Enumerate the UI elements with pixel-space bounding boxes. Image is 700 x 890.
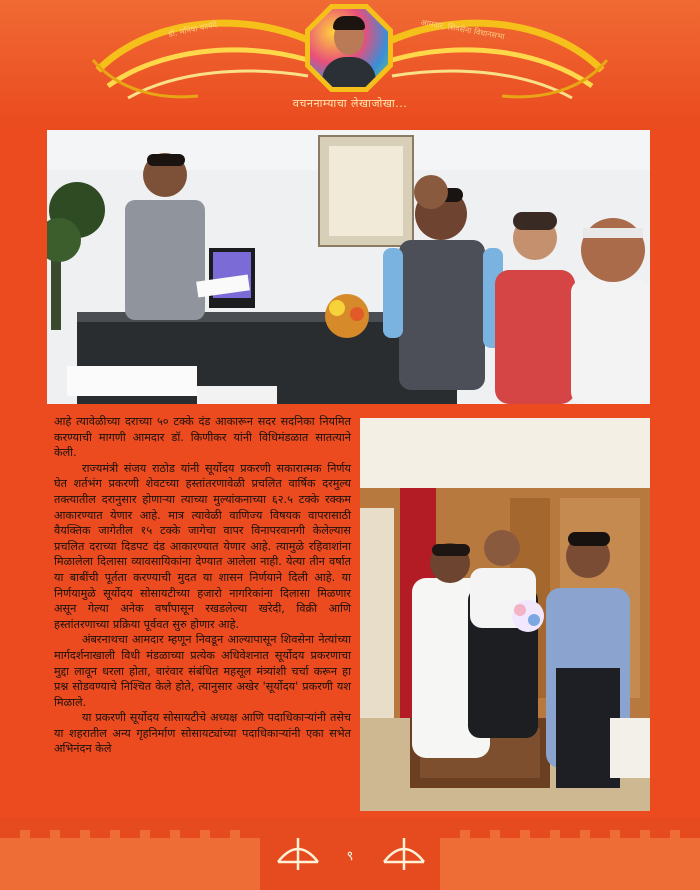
- article-paragraph: या प्रकरणी सूर्योदय सोसायटीचे अध्यक्ष आणि पदाधिकाऱ्यांनी तसेच या शहरातील अन्य गृहनिर्माण सोसायट्यांच्या पदाधिकाऱ्यांनी एका सभेत अभिनंदन केले: [54, 711, 351, 756]
- article-text: [54, 414, 351, 757]
- article-paragraph: आहे त्यावेळीच्या दराच्या ५० टक्के दंड आकारून सदर सदनिका नियमित करण्याची मागणी आमदार डॉ. किणीकर यांनी विधिमंडळात सातत्याने केली.: [54, 415, 351, 460]
- header-tagline: वचननाम्याचा लेखाजोखा...: [292, 97, 408, 110]
- top-photo: [47, 130, 650, 404]
- right-photo: [360, 418, 650, 811]
- article-paragraph: अंबरनाथचा आमदार म्हणून निवडून आल्यापासून शिवसेना नेत्यांच्या मार्गदर्शनाखाली विधी मंडळाच्या प्रत्येक अधिवेशनात सूर्योदय प्रकरणाचा मुद्दा लावून धरला होता, वारंवार संबंधित महसूल मंत्र्यांशी चर्चा करून हा प्रश्न सोडवण्याचे निश्चित केले होते, त्यानुसार अखेर 'सूर्योदय' प्रकरणी यश मिळाले.: [54, 633, 351, 709]
- left-arc-text: डॉ. मनिषा कायंदे: [167, 19, 218, 40]
- portrait-image: [310, 9, 388, 87]
- header: [0, 0, 700, 125]
- left-swirl-decoration: [88, 0, 318, 110]
- page-number: ९: [346, 849, 354, 864]
- article-paragraph: राज्यमंत्री संजय राठोड यांनी सूर्योदय प्रकरणी सकारात्मक निर्णय घेत शर्तभंग प्रकरणी शेवटच्या हस्तांतरणावेळी प्रचलित वार्षिक दरमुल्य तक्त्यातील दरानुसार होणाऱ्या त्याच्या मुल्यांकनाच्या ६२.५ टक्के रक्कम आकारण्यात येणार आहे. मात्र त्यावेळी वाणिज्य विषयक वापरासाठी वैयक्तिक जागेतील १५ टक्के जागेचा वापर विनापरवानगी केलेल्यास प्रचलित दराच्या दिडपट दंड आकारण्यात येणार आहे. त्यामुळे रहिवाशांना मिळालेला दिलासा व्यावसायिकांना देण्यात आलेला नाही. येत्या तीन वर्षात या बाबींची पूर्तता करण्याची मुदत या शासन निर्णयाने दिली आहे. या निर्णयामुळे सूर्योदय सोसायटीच्या हजारो नागरिकांना दिलासा मिळणार असून गेल्या अनेक वर्षांपासून रखडलेल्या खरेदी, विक्री आणि हस्तांतरणाच्या प्रक्रिया पूर्ववत सुरु होणार आहे.: [54, 461, 351, 631]
- right-arc-text: आमदार, शिवसेना विधानसभा: [419, 17, 506, 42]
- right-swirl-decoration: [382, 0, 612, 110]
- portrait-emblem: [305, 4, 393, 92]
